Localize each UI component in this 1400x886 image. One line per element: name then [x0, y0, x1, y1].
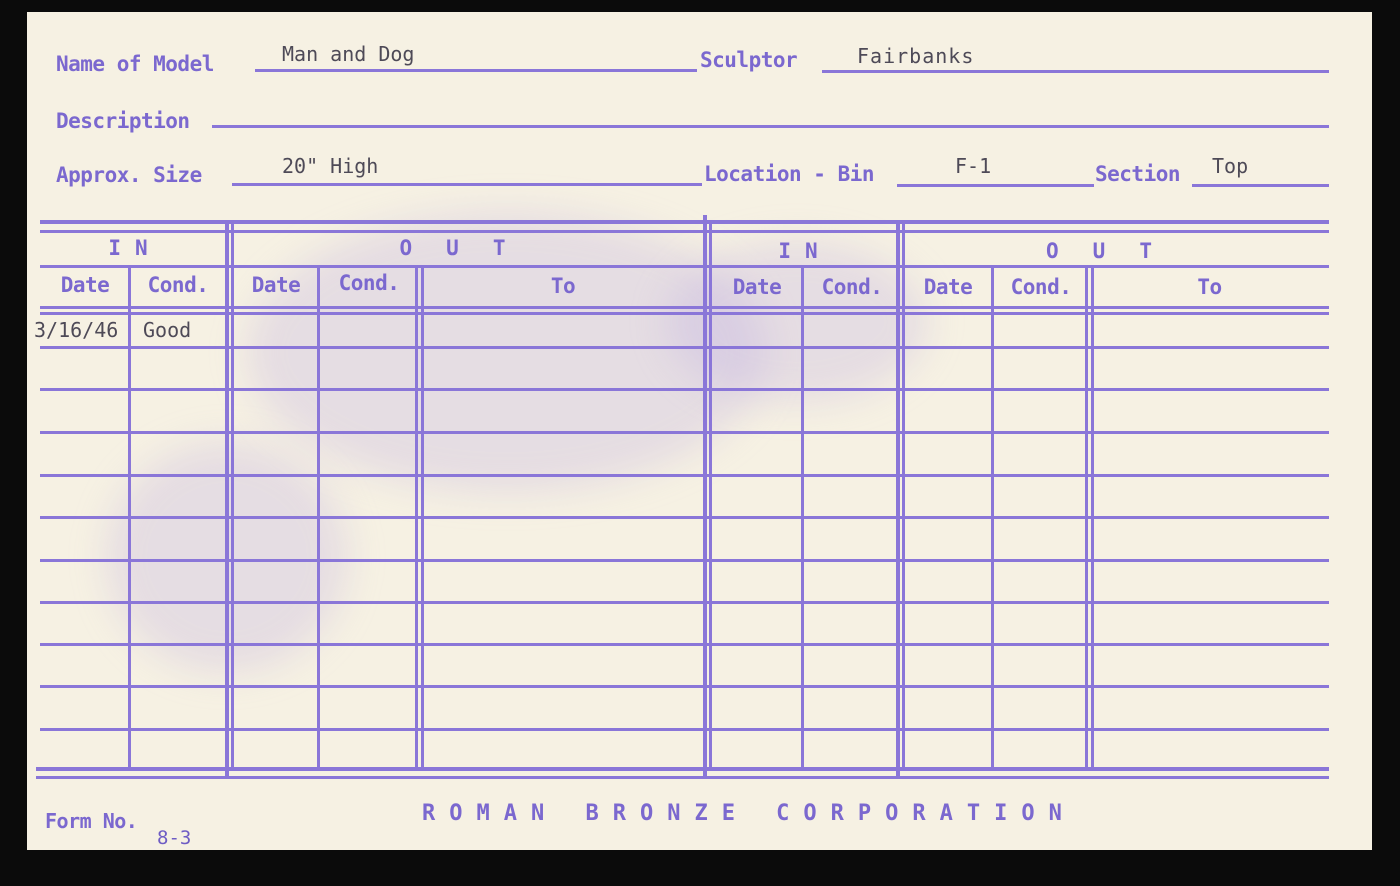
col-header-to: To [1197, 275, 1222, 299]
col-line-major [896, 222, 900, 779]
col-header-date: Date [923, 275, 973, 299]
col-header-date: Date [251, 273, 301, 297]
section-line [1192, 184, 1329, 187]
col-header-cond: Cond. [147, 273, 209, 297]
col-line-inner [709, 222, 712, 771]
group-header-out-2: OUT [1046, 239, 1186, 263]
group-header-in-2: IN [778, 239, 832, 263]
group-header-in-1: IN [108, 236, 162, 260]
col-line [801, 265, 804, 771]
approx-size-value: 20" High [282, 154, 379, 178]
section-label: Section [1095, 162, 1181, 186]
form-number-label: Form No. [45, 809, 138, 833]
col-header-to: To [550, 274, 576, 298]
col-line-inner [421, 265, 424, 771]
table-bottom-border-inner [36, 776, 1329, 779]
col-header-cond: Cond. [821, 275, 883, 299]
description-line [212, 125, 1329, 128]
col-header-cond: Cond. [338, 271, 400, 295]
group-header-out-1: OUT [399, 236, 540, 260]
col-line-inner [902, 222, 905, 771]
name-of-model-line [255, 69, 697, 72]
col-line [1085, 265, 1088, 771]
approx-size-line [232, 183, 702, 186]
form-number-value: 8-3 [157, 827, 192, 849]
col-header-date: Date [732, 275, 782, 299]
description-label: Description [56, 109, 190, 133]
col-line [991, 265, 994, 771]
company-name: ROMAN BRONZE CORPORATION [422, 801, 1076, 826]
sculptor-line [822, 70, 1329, 73]
cell-in-cond: Good [143, 318, 192, 342]
section-value: Top [1212, 154, 1249, 178]
col-line [317, 265, 320, 771]
col-line [128, 265, 131, 771]
inventory-card [27, 12, 1372, 850]
col-line [415, 265, 418, 771]
location-bin-value: F-1 [955, 154, 992, 178]
location-bin-line [897, 184, 1094, 187]
sculptor-value: Fairbanks [857, 44, 975, 68]
location-bin-label: Location - Bin [704, 162, 875, 186]
col-line-major [225, 222, 229, 779]
col-header-date: Date [60, 273, 110, 297]
col-header-cond: Cond. [1010, 275, 1072, 299]
name-of-model-value: Man and Dog [282, 42, 415, 66]
sculptor-label: Sculptor [700, 48, 798, 72]
name-of-model-label: Name of Model [56, 52, 214, 76]
col-line-inner [1091, 265, 1094, 771]
col-line-major [703, 215, 707, 779]
approx-size-label: Approx. Size [56, 163, 202, 187]
table-bottom-border [36, 767, 1329, 771]
cell-in-date: 3/16/46 [34, 318, 119, 342]
col-line-inner [231, 222, 234, 771]
